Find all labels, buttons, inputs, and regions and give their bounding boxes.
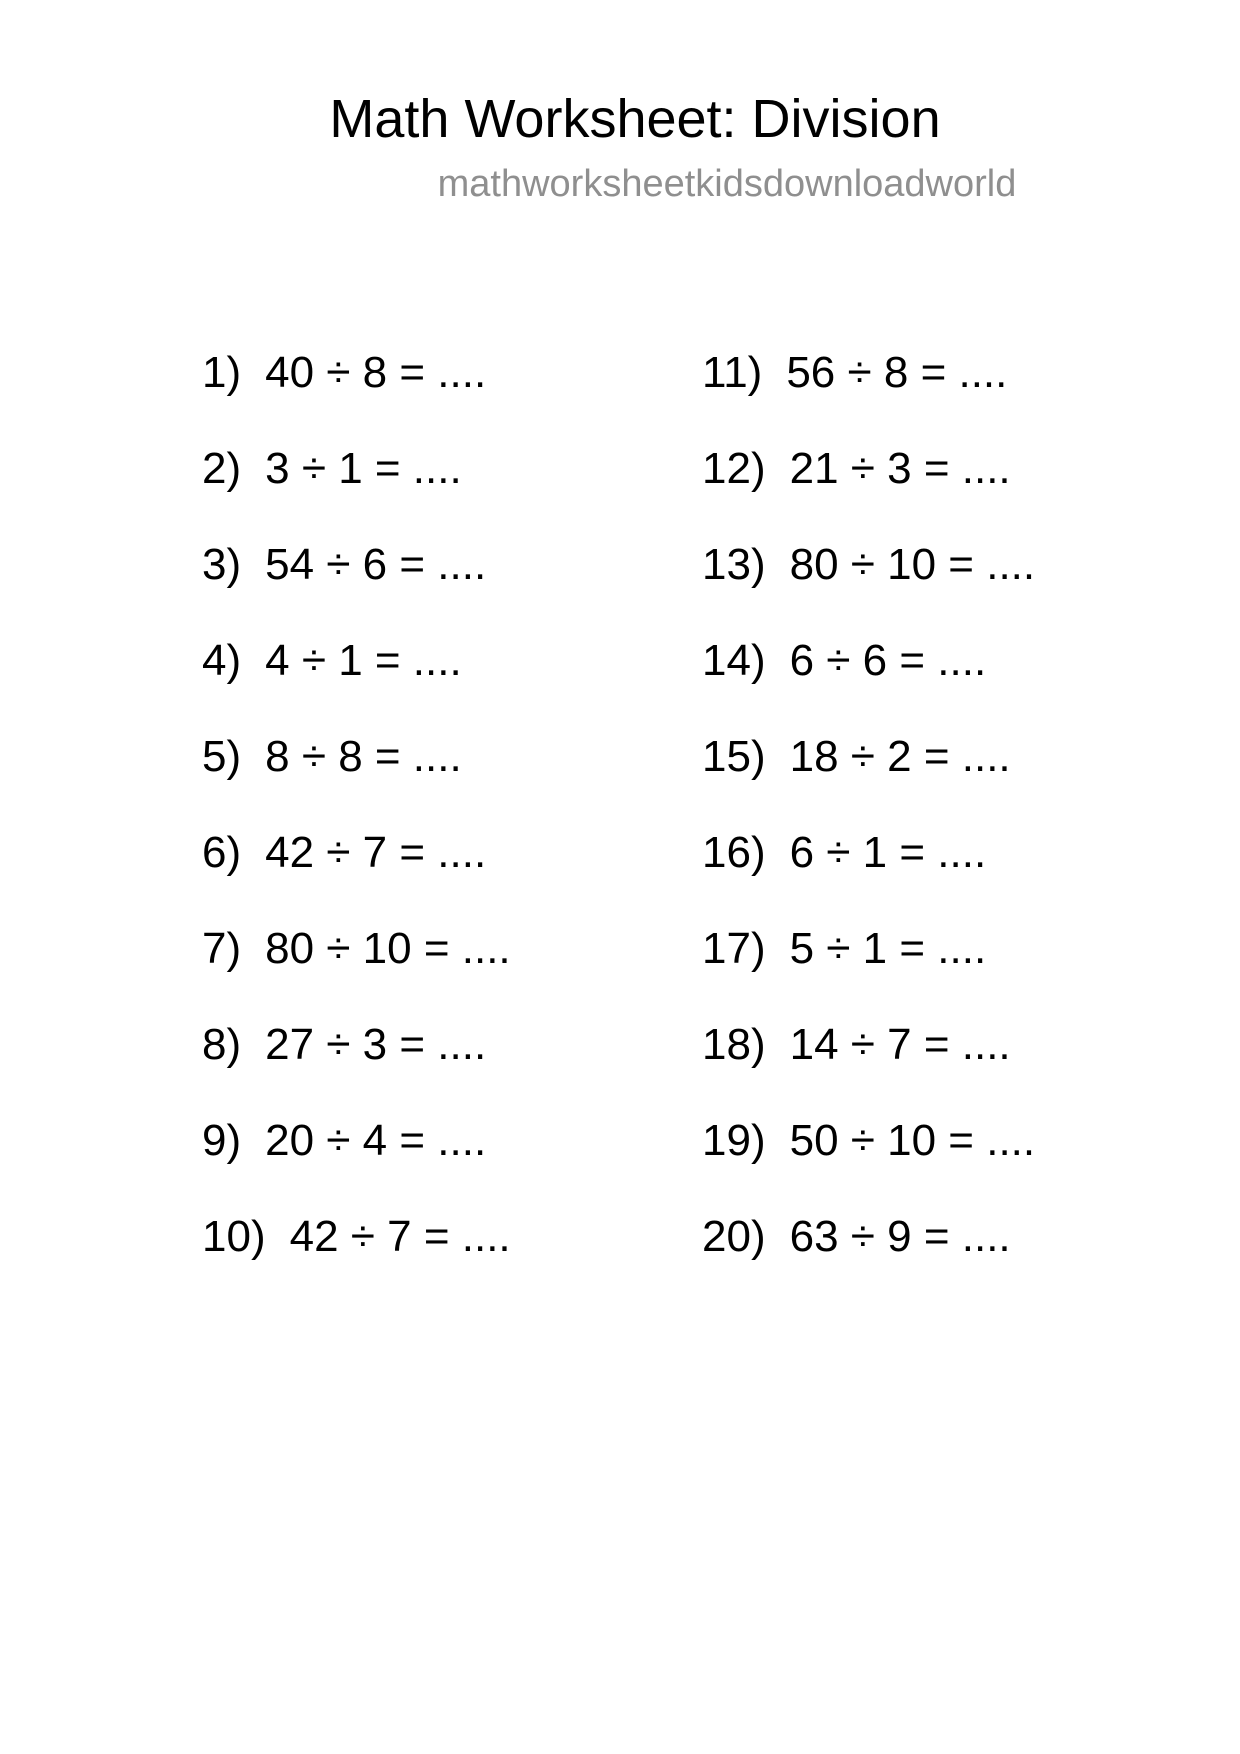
problem-number: 2) bbox=[202, 444, 242, 493]
problem-number: 5) bbox=[202, 732, 242, 781]
problem-number: 11) bbox=[702, 348, 763, 397]
problem-row-7 bbox=[202, 901, 672, 997]
problem-number: 19) bbox=[702, 1116, 766, 1165]
problem-expression: 50 ÷ 10 = .... bbox=[789, 1116, 1036, 1165]
problem-row-14 bbox=[702, 613, 1172, 709]
problem-row-4 bbox=[202, 613, 672, 709]
problem-number: 14) bbox=[702, 636, 766, 685]
problems-column-left bbox=[202, 325, 672, 1285]
problem-row-1 bbox=[202, 325, 672, 421]
problem-row-6 bbox=[202, 805, 672, 901]
problem-row-13 bbox=[702, 517, 1172, 613]
problem-row-16 bbox=[702, 805, 1172, 901]
problem-expression: 21 ÷ 3 = .... bbox=[789, 444, 1011, 493]
problem-row-11 bbox=[702, 325, 1172, 421]
problem-expression: 5 ÷ 1 = .... bbox=[789, 924, 987, 973]
problem-expression: 54 ÷ 6 = .... bbox=[265, 540, 487, 589]
problem-number: 20) bbox=[702, 1212, 766, 1261]
problem-expression: 18 ÷ 2 = .... bbox=[789, 732, 1011, 781]
problem-expression: 20 ÷ 4 = .... bbox=[265, 1116, 487, 1165]
problem-number: 1) bbox=[202, 348, 242, 397]
problem-expression: 56 ÷ 8 = .... bbox=[786, 348, 1008, 397]
problem-expression: 3 ÷ 1 = .... bbox=[265, 444, 462, 493]
problem-row-5 bbox=[202, 709, 672, 805]
problem-number: 8) bbox=[202, 1020, 242, 1069]
problem-number: 6) bbox=[202, 828, 242, 877]
problem-number: 4) bbox=[202, 636, 242, 685]
problem-number: 13) bbox=[702, 540, 766, 589]
problem-row-12 bbox=[702, 421, 1172, 517]
problem-row-10 bbox=[202, 1189, 672, 1285]
problem-row-9 bbox=[202, 1093, 672, 1189]
problem-number: 12) bbox=[702, 444, 766, 493]
problem-expression: 63 ÷ 9 = .... bbox=[789, 1212, 1011, 1261]
problem-number: 15) bbox=[702, 732, 766, 781]
problem-number: 10) bbox=[202, 1212, 266, 1261]
problem-expression: 40 ÷ 8 = .... bbox=[265, 348, 487, 397]
problem-number: 7) bbox=[202, 924, 242, 973]
problem-expression: 8 ÷ 8 = .... bbox=[265, 732, 462, 781]
problem-row-8 bbox=[202, 997, 672, 1093]
problem-number: 16) bbox=[702, 828, 766, 877]
problem-row-18 bbox=[702, 997, 1172, 1093]
problem-row-2 bbox=[202, 421, 672, 517]
problem-row-20 bbox=[702, 1189, 1172, 1285]
problem-number: 3) bbox=[202, 540, 242, 589]
problem-row-17 bbox=[702, 901, 1172, 997]
problem-row-15 bbox=[702, 709, 1172, 805]
page-title: Math Worksheet: Division bbox=[329, 89, 941, 149]
problem-expression: 6 ÷ 1 = .... bbox=[789, 828, 987, 877]
problem-expression: 42 ÷ 7 = .... bbox=[289, 1212, 511, 1261]
page-subtitle-watermark: mathworksheetkidsdownloadworld bbox=[437, 163, 1017, 205]
problem-number: 17) bbox=[702, 924, 766, 973]
problem-expression: 4 ÷ 1 = .... bbox=[265, 636, 462, 685]
problem-expression: 80 ÷ 10 = .... bbox=[789, 540, 1036, 589]
problem-expression: 6 ÷ 6 = .... bbox=[789, 636, 987, 685]
problem-row-3 bbox=[202, 517, 672, 613]
problem-row-19 bbox=[702, 1093, 1172, 1189]
problem-number: 18) bbox=[702, 1020, 766, 1069]
problem-expression: 80 ÷ 10 = .... bbox=[265, 924, 511, 973]
problems-column-right bbox=[702, 325, 1172, 1285]
problem-number: 9) bbox=[202, 1116, 242, 1165]
problem-expression: 27 ÷ 3 = .... bbox=[265, 1020, 487, 1069]
problem-expression: 42 ÷ 7 = .... bbox=[265, 828, 487, 877]
problem-expression: 14 ÷ 7 = .... bbox=[789, 1020, 1011, 1069]
